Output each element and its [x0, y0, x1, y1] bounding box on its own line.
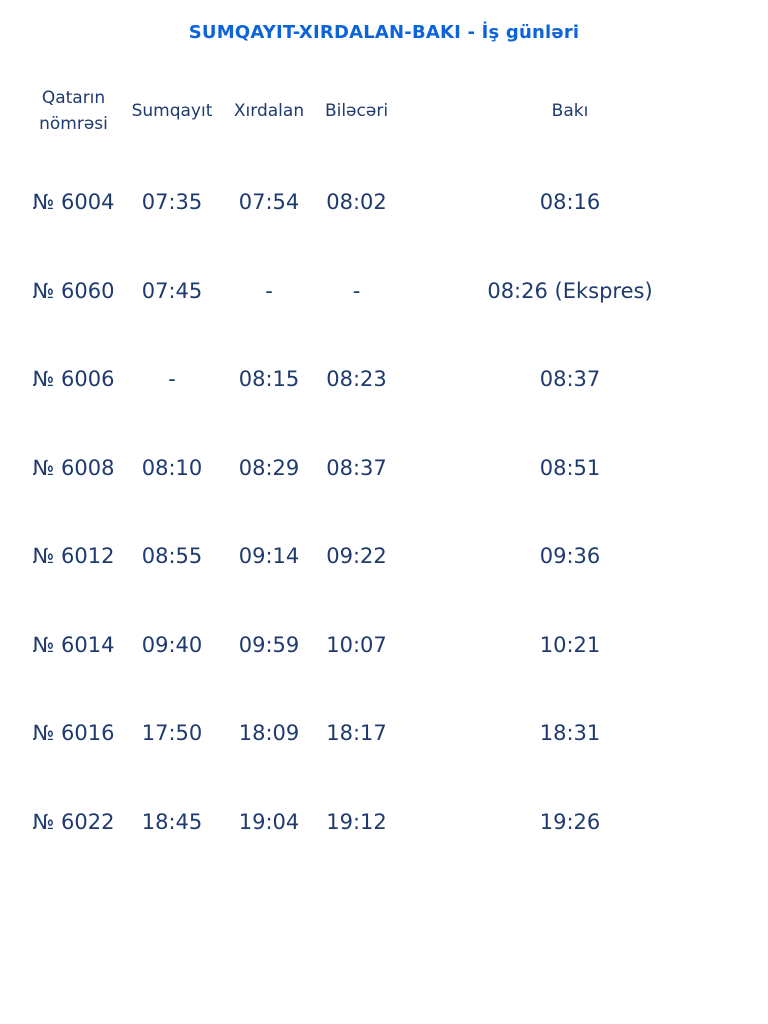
time-cell-bilacari: 18:17: [326, 721, 387, 746]
time-cell-sumqayit: 07:35: [141, 190, 203, 215]
column-header-xirdalan: [221, 46, 317, 158]
time-cell-sumqayit: 17:50: [141, 721, 203, 746]
time-cell-baki: 08:26 (Ekspres): [487, 278, 653, 303]
time-cell-xirdalan: 09:14: [238, 544, 300, 569]
time-cell-bilacari: 19:12: [326, 809, 387, 834]
column-header-label: Qatarın nömrəsi: [39, 88, 108, 134]
column-header-label: Xırdalan: [233, 101, 305, 121]
time-cell-bilacari: 08:02: [326, 190, 387, 215]
time-cell-xirdalan: 08:29: [238, 455, 300, 480]
time-cell-sumqayit: 07:45: [141, 278, 203, 303]
time-cell-sumqayit: 08:10: [141, 455, 203, 480]
time-cell-bilacari: 10:07: [326, 632, 387, 657]
column-header-label: Bakı: [551, 101, 589, 121]
page-title: SUMQAYIT-XIRDALAN-BAKI - İş günləri: [188, 22, 580, 43]
column-header-train-number: [24, 46, 123, 158]
time-cell-baki: 18:31: [539, 721, 601, 746]
time-cell-bilacari: 09:22: [326, 544, 387, 569]
train-number-cell: № 6016: [32, 721, 115, 746]
time-cell-sumqayit: 09:40: [141, 632, 203, 657]
train-number-cell: № 6060: [32, 278, 115, 303]
time-cell-baki: 08:51: [539, 455, 601, 480]
timetable: [24, 46, 768, 866]
time-cell-sumqayit: 18:45: [141, 809, 203, 834]
time-cell-xirdalan: -: [265, 278, 273, 303]
train-number-cell: № 6006: [32, 367, 115, 392]
train-number-cell: № 6008: [32, 455, 115, 480]
column-header-sumqayit: [123, 46, 221, 158]
time-cell-bilacari: -: [352, 278, 361, 303]
time-cell-sumqayit: -: [168, 367, 176, 392]
time-cell-xirdalan: 08:15: [238, 367, 300, 392]
time-cell-baki: 09:36: [539, 544, 601, 569]
time-cell-baki: 10:21: [539, 632, 601, 657]
column-header-bilacari: [317, 46, 396, 158]
time-cell-xirdalan: 07:54: [238, 190, 300, 215]
time-cell-bilacari: 08:37: [326, 455, 387, 480]
time-cell-baki: 08:16: [539, 190, 601, 215]
train-number-cell: № 6014: [32, 632, 115, 657]
time-cell-xirdalan: 19:04: [238, 809, 300, 834]
time-cell-bilacari: 08:23: [326, 367, 387, 392]
train-number-cell: № 6012: [32, 544, 115, 569]
time-cell-sumqayit: 08:55: [141, 544, 203, 569]
train-number-cell: № 6022: [32, 809, 115, 834]
column-header-baki: [396, 46, 744, 158]
column-header-label: Biləcəri: [324, 101, 389, 121]
time-cell-xirdalan: 09:59: [238, 632, 300, 657]
time-cell-baki: 08:37: [539, 367, 601, 392]
column-header-label: Sumqayıt: [131, 101, 213, 121]
time-cell-baki: 19:26: [539, 809, 601, 834]
train-number-cell: № 6004: [32, 190, 115, 215]
time-cell-xirdalan: 18:09: [238, 721, 300, 746]
